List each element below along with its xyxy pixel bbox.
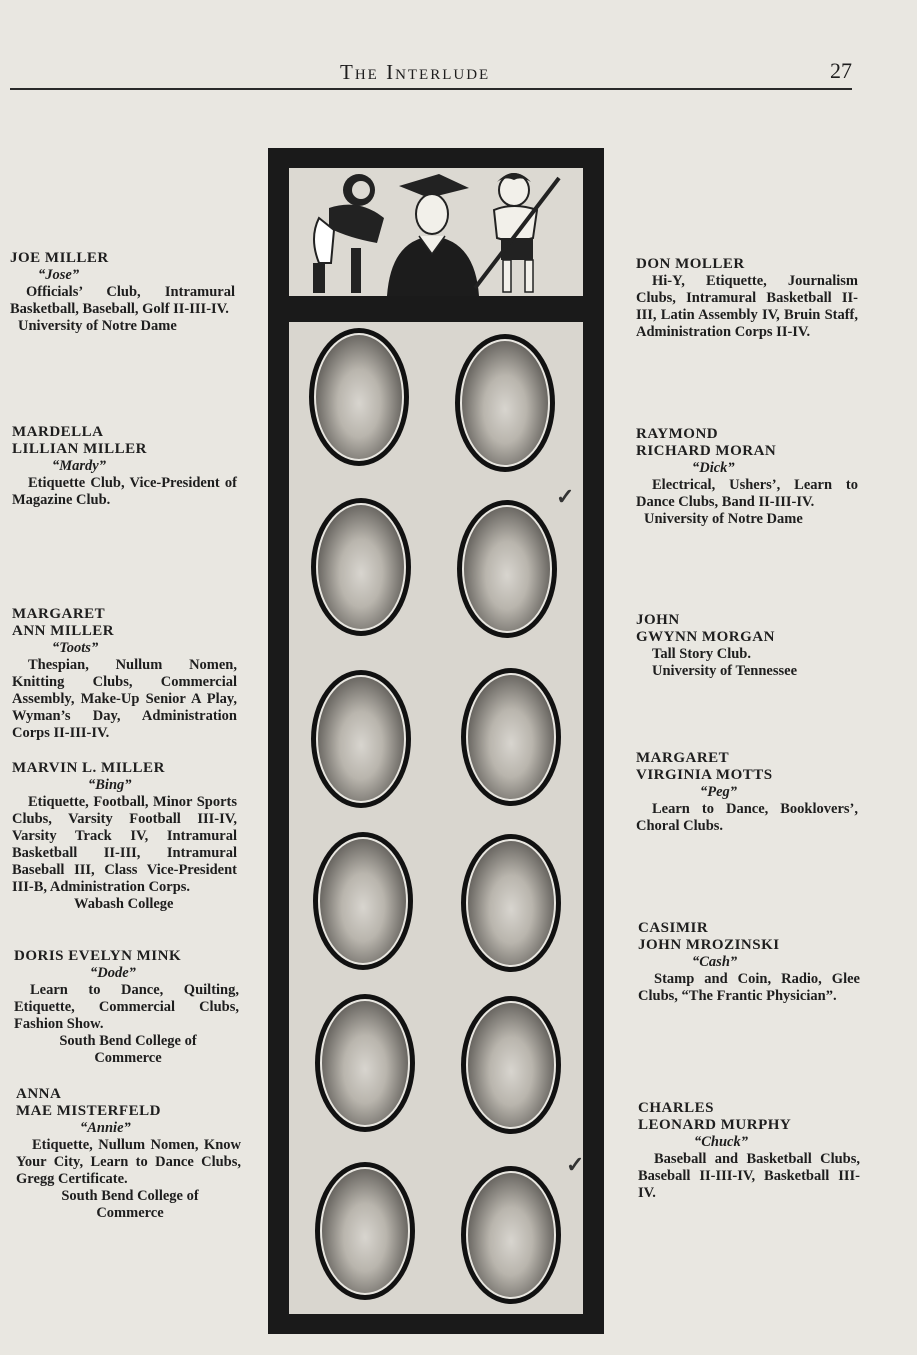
student-activities: Electrical, Ushers’, Learn to Dance Clubs, Band II-III-IV. (636, 477, 858, 510)
student-name: ANN MILLER (12, 623, 115, 639)
student-college: Wabash College (74, 896, 174, 912)
portrait-grid (289, 322, 583, 1314)
senior-entry (636, 256, 858, 341)
senior-entry (16, 1086, 241, 1222)
student-name: ANNA (16, 1086, 62, 1102)
portrait-joe-miller (309, 328, 409, 466)
senior-entry (638, 920, 860, 1005)
portrait-margaret-miller (311, 670, 411, 808)
student-name: MARGARET (636, 750, 730, 766)
student-nickname: “Annie” (80, 1120, 131, 1136)
publication-title: The Interlude (340, 60, 491, 84)
student-college: University of Tennessee (652, 663, 797, 679)
student-activities: Hi-Y, Etiquette, Journalism Clubs, Intramural Basketball II-III, Latin Assembly IV, Bruin Staff, Administration Corps II-IV. (636, 273, 858, 340)
portrait-margaret-motts (461, 834, 561, 972)
banner-illustration (289, 168, 583, 296)
portrait-mardella-miller (311, 498, 411, 636)
student-college: University of Notre Dame (18, 318, 177, 334)
portrait-marvin-miller (313, 832, 413, 970)
student-name: JOHN MROZINSKI (638, 937, 780, 953)
senior-entry (636, 612, 858, 680)
portrait-charles-murphy (461, 1166, 561, 1304)
sports-graduate-drawing (289, 168, 583, 296)
student-name: RAYMOND (636, 426, 719, 442)
portrait-raymond-moran (457, 500, 557, 638)
student-name: LEONARD MURPHY (638, 1117, 792, 1133)
student-name: GWYNN MORGAN (636, 629, 775, 645)
student-college: South Bend College of Commerce (59, 1033, 197, 1066)
student-name: LILLIAN MILLER (12, 441, 147, 457)
portrait-anna-misterfeld (315, 1162, 415, 1300)
student-name: JOHN (636, 612, 680, 628)
portrait-doris-mink (315, 994, 415, 1132)
student-activities: Tall Story Club. (652, 646, 751, 662)
student-nickname: “Bing” (88, 777, 132, 793)
student-activities: Etiquette, Football, Minor Sports Clubs, Varsity Football III-IV, Varsity Track IV, Intramural Basketball II-III, Intramural Baseball III, Class Vice-President III-B, Administration Corps. (12, 794, 237, 895)
student-nickname: “Peg” (700, 784, 738, 800)
student-nickname: “Cash” (692, 954, 738, 970)
senior-entry (636, 750, 858, 835)
check-mark: ✓ (556, 484, 575, 509)
student-activities: Learn to Dance, Booklovers’, Choral Clubs. (636, 801, 858, 834)
student-name: RICHARD MORAN (636, 443, 777, 459)
student-name: CASIMIR (638, 920, 709, 936)
page-header (10, 58, 852, 90)
student-activities: Thespian, Nullum Nomen, Knitting Clubs, Commercial Assembly, Make-Up Senior A Play, Wyman’s Day, Administration Corps II-III-IV. (12, 657, 237, 741)
senior-entry (636, 426, 858, 528)
student-activities: Officials’ Club, Intramural Basketball, Baseball, Golf II-III-IV. (10, 284, 235, 317)
student-name: VIRGINIA MOTTS (636, 767, 773, 783)
student-college: University of Notre Dame (644, 511, 803, 527)
student-college: South Bend College of Commerce (61, 1188, 199, 1221)
student-nickname: “Mardy” (52, 458, 106, 474)
senior-entry (638, 1100, 860, 1202)
page-number: 27 (830, 58, 852, 83)
student-activities: Etiquette, Nullum Nomen, Know Your City, Learn to Dance Clubs, Gregg Certificate. (16, 1137, 241, 1187)
student-name: MAE MISTERFELD (16, 1103, 161, 1119)
senior-entry (12, 760, 237, 913)
student-nickname: “Dode” (90, 965, 136, 981)
student-nickname: “Dick” (692, 460, 735, 476)
portrait-john-morgan (461, 668, 561, 806)
student-activities: Baseball and Basketball Clubs, Baseball II-III-IV, Basketball III-IV. (638, 1151, 860, 1201)
senior-entry (10, 250, 235, 335)
student-name: DON MOLLER (636, 256, 745, 272)
senior-entry (12, 606, 237, 742)
student-name: MARGARET (12, 606, 106, 622)
senior-entry (14, 948, 239, 1067)
student-activities: Stamp and Coin, Radio, Glee Clubs, “The Frantic Physician”. (638, 971, 860, 1004)
student-activities: Etiquette Club, Vice-President of Magazine Club. (12, 475, 237, 508)
portrait-casimir-mrozinski (461, 996, 561, 1134)
senior-entry (12, 424, 237, 509)
student-name: JOE MILLER (10, 250, 109, 266)
student-name: MARDELLA (12, 424, 104, 440)
student-nickname: “Toots” (52, 640, 99, 656)
student-name: DORIS EVELYN MINK (14, 948, 182, 964)
student-activities: Learn to Dance, Quilting, Etiquette, Commercial Clubs, Fashion Show. (14, 982, 239, 1032)
student-name: CHARLES (638, 1100, 715, 1116)
portrait-don-moller (455, 334, 555, 472)
student-name: MARVIN L. MILLER (12, 760, 165, 776)
student-nickname: “Jose” (38, 267, 80, 283)
check-mark: ✓ (566, 1152, 585, 1177)
student-nickname: “Chuck” (694, 1134, 748, 1150)
